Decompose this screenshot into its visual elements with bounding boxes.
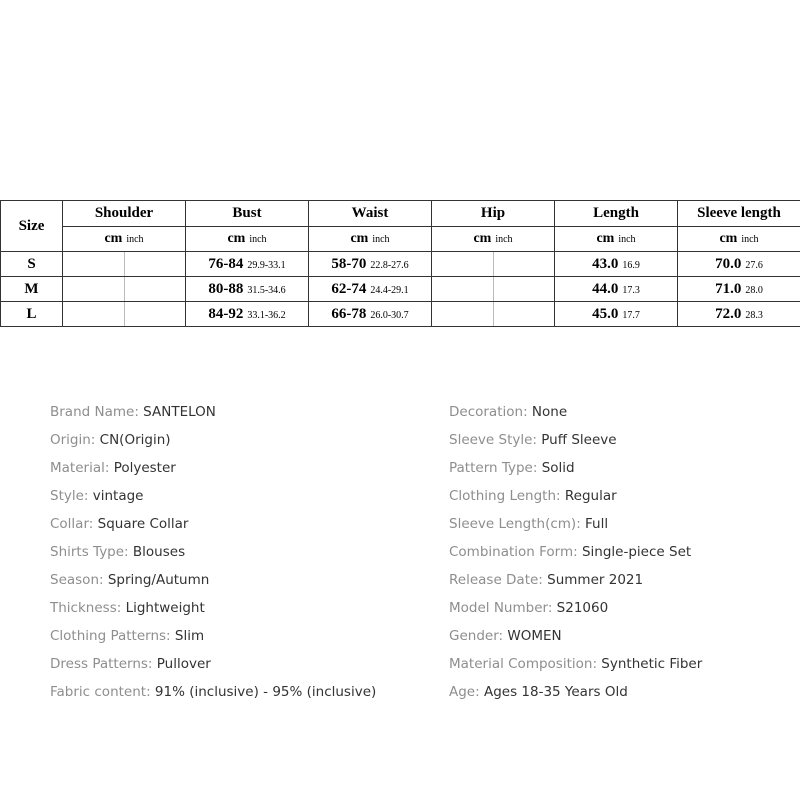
spec-model-number <box>449 594 702 622</box>
cm-value: 44.0 <box>592 281 619 297</box>
inch-value: 31.5-34.6 <box>247 285 286 296</box>
unit-cell <box>63 227 186 252</box>
spec-value: SANTELON <box>143 404 216 420</box>
spec-label: Origin: <box>50 432 100 448</box>
spec-label: Material: <box>50 460 114 476</box>
cm-value: 80-88 <box>208 281 244 297</box>
spec-value: Polyester <box>113 460 176 476</box>
inch-value: 24.4-29.1 <box>370 285 409 296</box>
spec-label: Style: <box>50 488 93 504</box>
inch-value: 17.7 <box>622 310 640 321</box>
waist-cell <box>309 277 432 302</box>
spec-value: vintage <box>92 488 144 504</box>
length-cell <box>555 302 678 327</box>
unit-cell <box>186 227 309 252</box>
spec-value: Blouses <box>132 544 186 560</box>
spec-value: Synthetic Fiber <box>601 656 703 672</box>
unit-inch-label: inch <box>249 234 267 245</box>
spec-label: Sleeve Length(cm): <box>449 516 586 532</box>
cm-value: 58-70 <box>331 256 367 272</box>
spec-dress-patterns <box>50 650 376 678</box>
spec-label: Sleeve Style: <box>449 432 542 448</box>
length-column-header: Length <box>555 201 678 227</box>
spec-style <box>50 482 376 510</box>
spec-season <box>50 566 376 594</box>
cm-value: 66-78 <box>331 306 367 322</box>
hip-column-header: Hip <box>432 201 555 227</box>
bust-column-header: Bust <box>186 201 309 227</box>
inch-value: 33.1-36.2 <box>247 310 286 321</box>
cm-value: 45.0 <box>592 306 619 322</box>
spec-label: Model Number: <box>449 600 557 616</box>
inch-value: 26.0-30.7 <box>370 310 409 321</box>
unit-cm-label: cm <box>227 231 246 246</box>
spec-thickness <box>50 594 376 622</box>
waist-cell <box>309 302 432 327</box>
spec-gender <box>449 622 702 650</box>
spec-label: Collar: <box>50 516 98 532</box>
hip-cell <box>432 252 555 277</box>
waist-cell <box>309 252 432 277</box>
spec-value: Square Collar <box>97 516 189 532</box>
specs-left-column <box>50 398 376 706</box>
size-label: M <box>1 277 63 302</box>
size-column-header: Size <box>1 201 63 252</box>
spec-value: S21060 <box>556 600 609 616</box>
spec-sleeve-style <box>449 426 702 454</box>
size-chart-header-row <box>1 201 800 227</box>
spec-value: WOMEN <box>507 628 562 644</box>
spec-material <box>50 454 376 482</box>
bust-cell <box>186 252 309 277</box>
spec-value: Ages 18-35 Years Old <box>483 684 628 700</box>
spec-origin <box>50 426 376 454</box>
inch-value: 16.9 <box>622 260 640 271</box>
spec-label: Dress Patterns: <box>50 656 157 672</box>
spec-label: Season: <box>50 572 108 588</box>
unit-inch-label: inch <box>495 234 513 245</box>
spec-label: Combination Form: <box>449 544 582 560</box>
spec-label: Clothing Patterns: <box>50 628 175 644</box>
spec-value: Puff Sleeve <box>541 432 617 448</box>
spec-label: Pattern Type: <box>449 460 542 476</box>
spec-label: Thickness: <box>50 600 126 616</box>
unit-cm-label: cm <box>719 231 738 246</box>
spec-value: Slim <box>174 628 205 644</box>
unit-inch-label: inch <box>126 234 144 245</box>
sleeve-length-cell <box>678 302 800 327</box>
spec-age <box>449 678 702 706</box>
specs-right-column <box>449 398 702 706</box>
cm-value: 62-74 <box>331 281 367 297</box>
shoulder-cell <box>63 277 186 302</box>
length-cell <box>555 277 678 302</box>
size-chart-table <box>0 200 800 327</box>
unit-cell <box>555 227 678 252</box>
inch-value: 17.3 <box>622 285 640 296</box>
hip-cell <box>432 302 555 327</box>
spec-value: None <box>531 404 568 420</box>
spec-brand-name <box>50 398 376 426</box>
unit-cell <box>309 227 432 252</box>
spec-fabric-content <box>50 678 376 706</box>
spec-label: Fabric content: <box>50 684 155 700</box>
bust-cell <box>186 277 309 302</box>
spec-label: Clothing Length: <box>449 488 565 504</box>
spec-value: Single-piece Set <box>581 544 692 560</box>
spec-value: Full <box>585 516 609 532</box>
hip-cell <box>432 277 555 302</box>
spec-label: Brand Name: <box>50 404 144 420</box>
spec-combination-form <box>449 538 702 566</box>
size-label: S <box>1 252 63 277</box>
inch-value: 29.9-33.1 <box>247 260 286 271</box>
table-row <box>1 252 800 277</box>
spec-clothing-length <box>449 482 702 510</box>
inch-value: 28.3 <box>745 310 763 321</box>
table-row <box>1 302 800 327</box>
spec-shirts-type <box>50 538 376 566</box>
shoulder-column-header: Shoulder <box>63 201 186 227</box>
spec-label: Material Composition: <box>449 656 602 672</box>
spec-value: CN(Origin) <box>99 432 171 448</box>
spec-value: Regular <box>564 488 617 504</box>
inch-value: 27.6 <box>745 260 763 271</box>
spec-clothing-patterns <box>50 622 376 650</box>
unit-cm-label: cm <box>596 231 615 246</box>
spec-value: 91% (inclusive) - 95% (inclusive) <box>154 684 377 700</box>
spec-value: Solid <box>541 460 575 476</box>
cm-value: 72.0 <box>715 306 742 322</box>
inch-value: 28.0 <box>745 285 763 296</box>
shoulder-cell <box>63 252 186 277</box>
spec-sleeve-length <box>449 510 702 538</box>
cm-value: 71.0 <box>715 281 742 297</box>
spec-label: Release Date: <box>449 572 548 588</box>
unit-cm-label: cm <box>104 231 123 246</box>
spec-decoration <box>449 398 702 426</box>
unit-cm-label: cm <box>473 231 492 246</box>
unit-cell <box>432 227 555 252</box>
unit-inch-label: inch <box>618 234 636 245</box>
sleeve-length-cell <box>678 252 800 277</box>
unit-cell <box>678 227 800 252</box>
spec-label: Gender: <box>449 628 508 644</box>
spec-label: Age: <box>449 684 484 700</box>
inch-value: 22.8-27.6 <box>370 260 409 271</box>
cm-value: 76-84 <box>208 256 244 272</box>
unit-inch-label: inch <box>741 234 759 245</box>
unit-cm-label: cm <box>350 231 369 246</box>
unit-inch-label: inch <box>372 234 390 245</box>
length-cell <box>555 252 678 277</box>
cm-value: 70.0 <box>715 256 742 272</box>
spec-collar <box>50 510 376 538</box>
spec-value: Spring/Autumn <box>107 572 210 588</box>
bust-cell <box>186 302 309 327</box>
sleeve-length-column-header: Sleeve length <box>678 201 800 227</box>
unit-row <box>1 227 800 252</box>
spec-material-composition <box>449 650 702 678</box>
spec-label: Decoration: <box>449 404 532 420</box>
spec-value: Pullover <box>156 656 211 672</box>
spec-value: Summer 2021 <box>547 572 644 588</box>
spec-pattern-type <box>449 454 702 482</box>
spec-value: Lightweight <box>125 600 205 616</box>
spec-label: Shirts Type: <box>50 544 133 560</box>
spec-release-date <box>449 566 702 594</box>
shoulder-cell <box>63 302 186 327</box>
size-label: L <box>1 302 63 327</box>
waist-column-header: Waist <box>309 201 432 227</box>
cm-value: 84-92 <box>208 306 244 322</box>
cm-value: 43.0 <box>592 256 619 272</box>
sleeve-length-cell <box>678 277 800 302</box>
table-row <box>1 277 800 302</box>
